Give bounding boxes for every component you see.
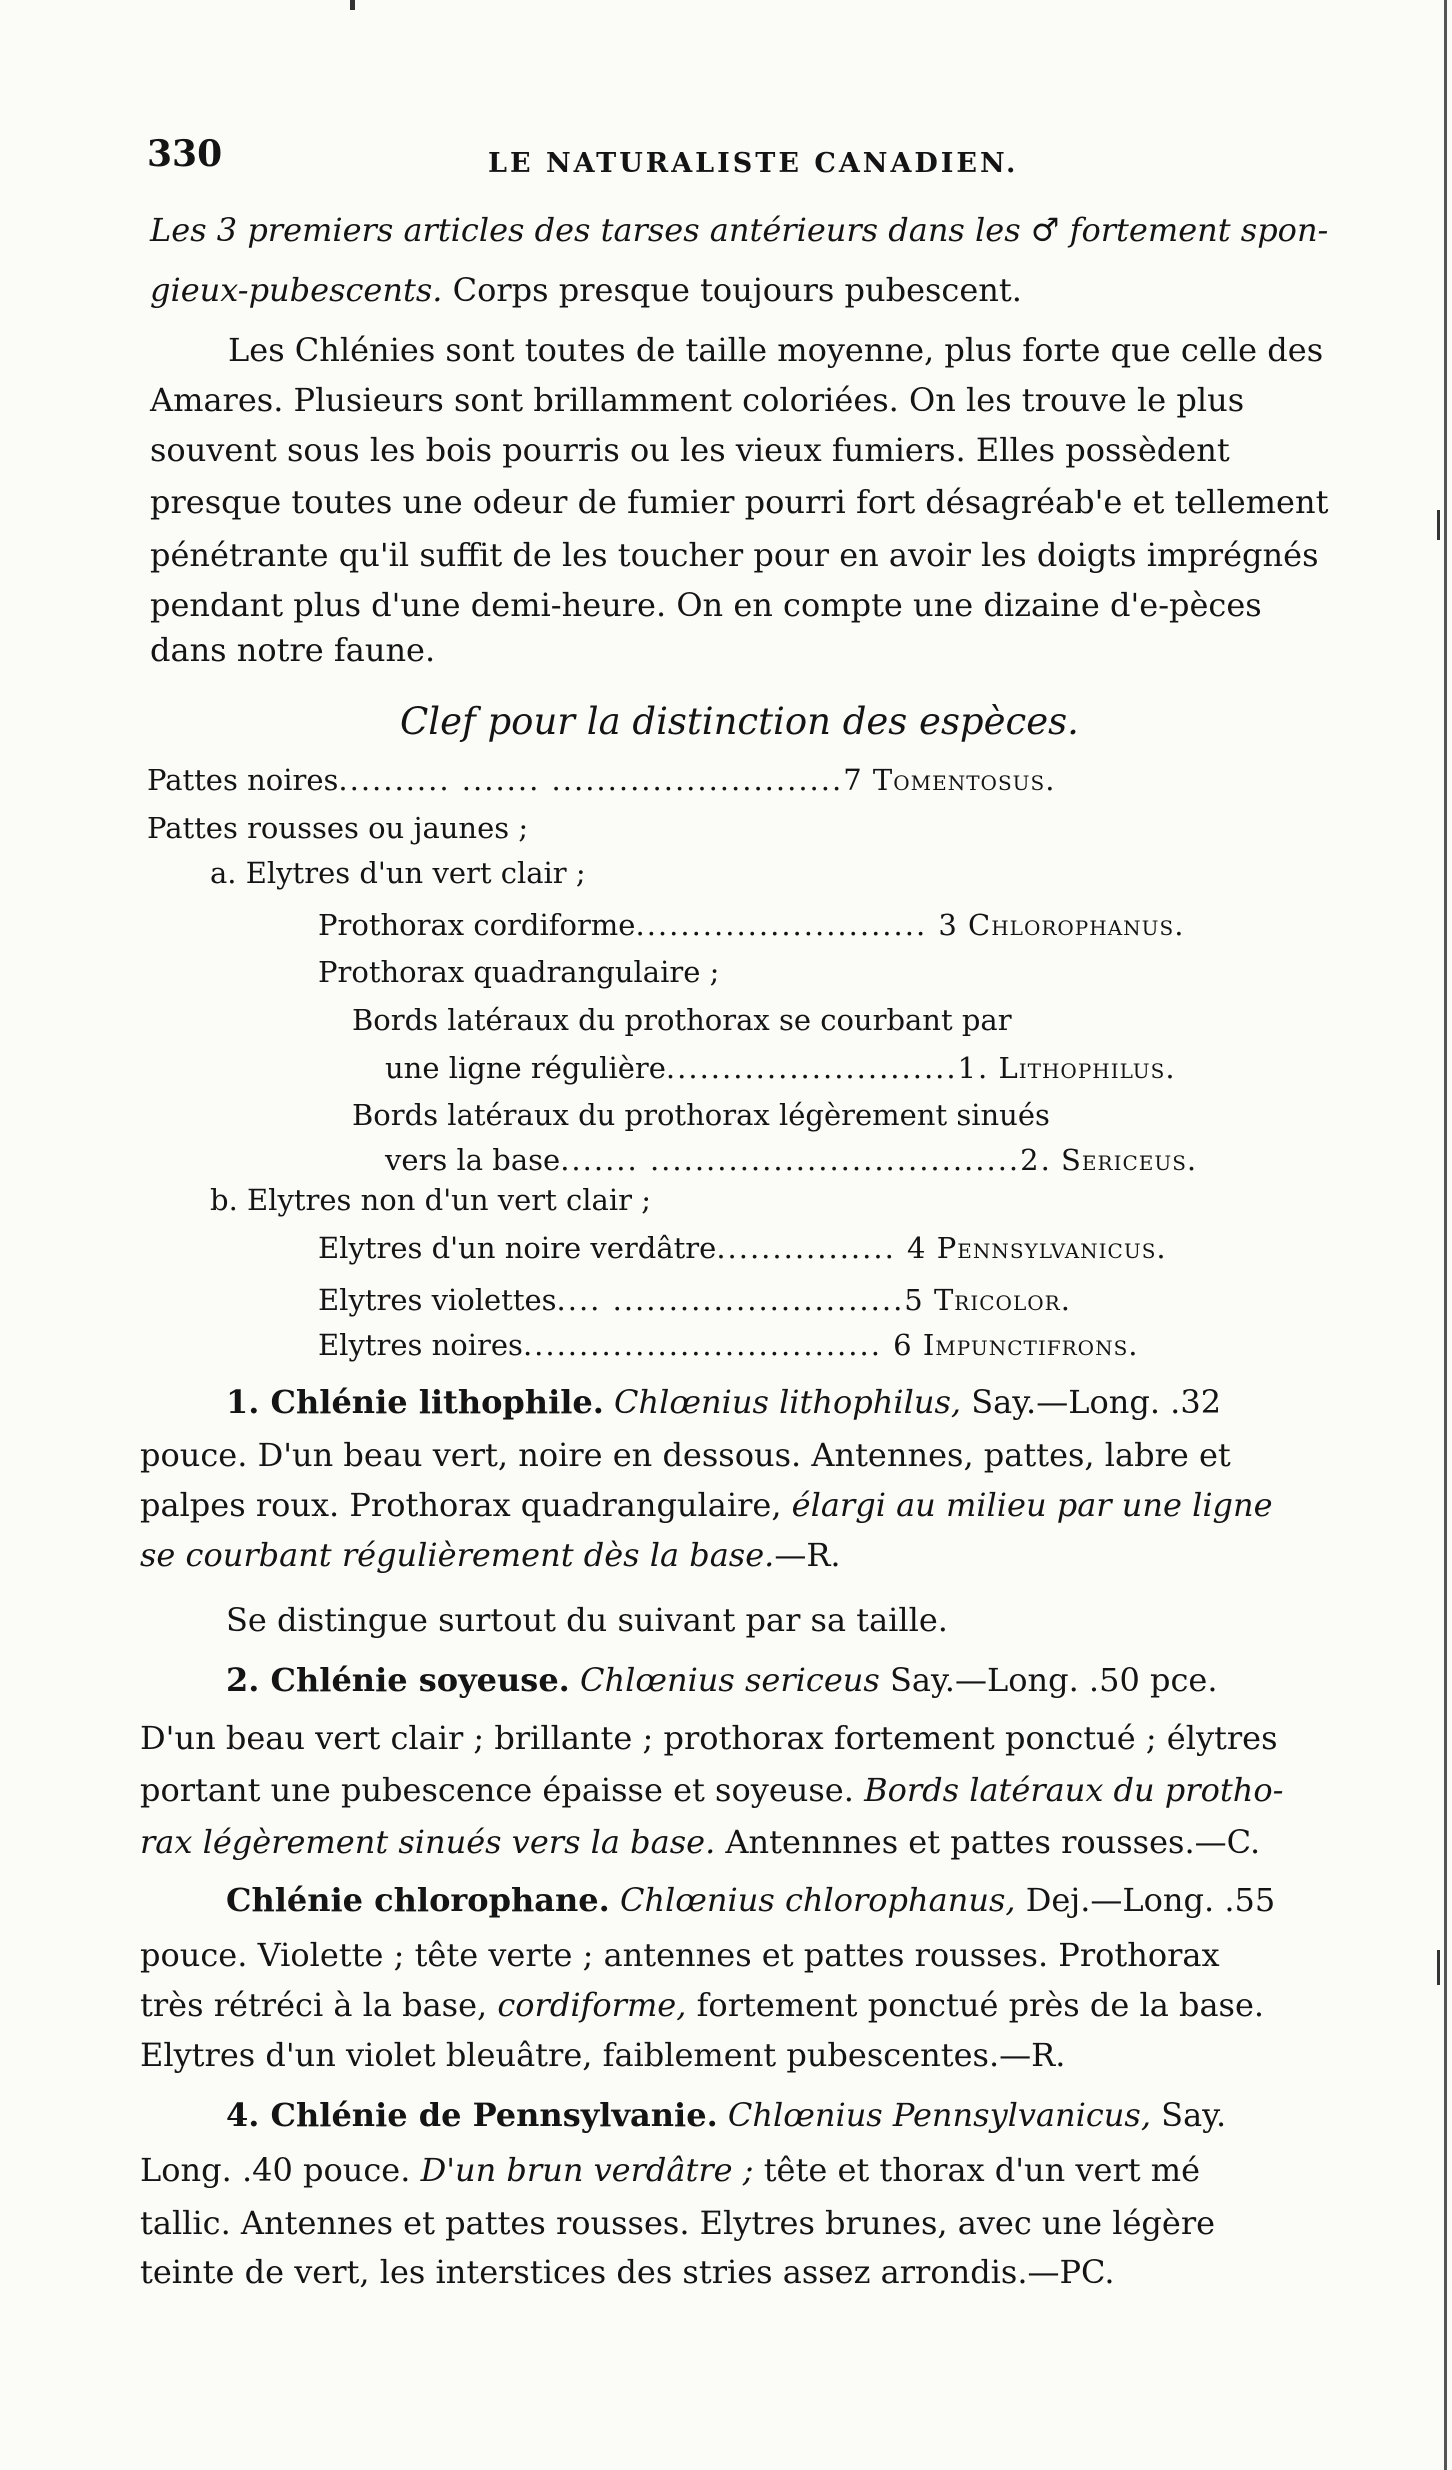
key-result: Tricolor. bbox=[933, 1283, 1071, 1317]
key-text: Elytres noires bbox=[318, 1328, 523, 1362]
species-1-line-3 bbox=[140, 1485, 1273, 1525]
species-1-line-1 bbox=[226, 1382, 1221, 1422]
page-number: 330 bbox=[147, 133, 223, 175]
key-result: Impunctifrons. bbox=[922, 1328, 1139, 1362]
key-row bbox=[147, 760, 1055, 800]
para-line: pénétrante qu'il suffit de les toucher pour en avoir les doigts imprégnés bbox=[150, 536, 1319, 574]
para-line: presque toutes une odeur de fumier pourri fort désagréab'e et tellement bbox=[150, 483, 1329, 521]
species-1-text: palpes roux. Prothorax quadrangulaire, bbox=[140, 1486, 782, 1524]
key-leader: ....... .................................2. bbox=[560, 1143, 1052, 1177]
species-3-line-4: Elytres d'un violet bleuâtre, faiblement pubescentes.—R. bbox=[140, 2036, 1066, 2074]
key-leader: .......................... 3 bbox=[635, 908, 959, 942]
species-3-name: Chlénie chlorophane. bbox=[226, 1881, 610, 1919]
species-1-note: Se distingue surtout du suivant par sa taille. bbox=[226, 1601, 948, 1639]
key-result: Tomentosus. bbox=[872, 763, 1056, 797]
species-3-italic: cordiforme, bbox=[487, 1986, 687, 2024]
key-row bbox=[385, 1140, 1197, 1180]
species-1-name: 1. Chlénie lithophile. bbox=[226, 1383, 604, 1421]
key-result: Sericeus. bbox=[1061, 1143, 1198, 1177]
species-1-rest: Say.—Long. .32 bbox=[961, 1383, 1222, 1421]
species-2-line-3 bbox=[140, 1770, 1283, 1810]
scan-edge-tick bbox=[1437, 1950, 1440, 1985]
key-text: Bords latéraux du prothorax se courbant par bbox=[352, 1003, 1012, 1037]
key-row bbox=[318, 1280, 1071, 1320]
key-leader: .......... ....... ..........................7 bbox=[338, 763, 864, 797]
key-text: vers la base bbox=[385, 1143, 561, 1177]
species-4-text: Long. .40 pouce. bbox=[140, 2151, 411, 2189]
species-1-rarity: —R. bbox=[774, 1536, 841, 1574]
species-3-text: fortement ponctué près de la base. bbox=[686, 1986, 1265, 2024]
key-text: une ligne régulière bbox=[385, 1051, 666, 1085]
species-3-line-2: pouce. Violette ; tête verte ; antennes et pattes rousses. Prothorax bbox=[140, 1936, 1220, 1974]
key-row bbox=[210, 853, 586, 893]
key-result: Lithophilus. bbox=[998, 1051, 1176, 1085]
key-row bbox=[318, 1325, 1139, 1365]
species-4-line-4: teinte de vert, les interstices des stries assez arrondis.—PC. bbox=[140, 2253, 1115, 2291]
species-3-scientific: Chlœnius chlorophanus, bbox=[619, 1881, 1016, 1919]
species-2-rest: Say.—Long. .50 pce. bbox=[879, 1661, 1218, 1699]
key-leader: ..........................1. bbox=[665, 1051, 990, 1085]
key-row bbox=[318, 1228, 1167, 1268]
para-line: Amares. Plusieurs sont brillamment coloriées. On les trouve le plus bbox=[150, 381, 1245, 419]
running-title: LE NATURALISTE CANADIEN. bbox=[488, 148, 1019, 179]
key-text: b. Elytres non d'un vert clair ; bbox=[210, 1183, 651, 1217]
intro-line-1: Les 3 premiers articles des tarses antérieurs dans les ♂ fortement spon- bbox=[150, 211, 1329, 249]
species-4-line-3: tallic. Antennes et pattes rousses. Elytres brunes, avec une légère bbox=[140, 2204, 1216, 2242]
species-4-line-1 bbox=[226, 2095, 1226, 2135]
intro-line-2 bbox=[150, 270, 1022, 310]
scan-edge-line bbox=[1444, 0, 1447, 2470]
species-1-italic: élargi au milieu par une ligne bbox=[781, 1486, 1273, 1524]
scan-edge-tick bbox=[1437, 510, 1440, 540]
key-text: Pattes noires bbox=[147, 763, 339, 797]
species-2-italic: rax légèrement sinués vers la base. bbox=[140, 1823, 716, 1861]
para-line: pendant plus d'une demi-heure. On en compte une dizaine d'e-pèces bbox=[150, 586, 1262, 624]
species-1-italic: se courbant régulièrement dès la base. bbox=[140, 1536, 775, 1574]
para-line: Les Chlénies sont toutes de taille moyenne, plus forte que celle des bbox=[228, 331, 1324, 369]
species-2-line-1 bbox=[226, 1660, 1217, 1700]
species-2-rest: Antennnes et pattes rousses.—C. bbox=[715, 1823, 1261, 1861]
key-text: Prothorax quadrangulaire ; bbox=[318, 955, 720, 989]
species-1-line-2: pouce. D'un beau vert, noire en dessous. Antennes, pattes, labre et bbox=[140, 1436, 1231, 1474]
species-4-name: 4. Chlénie de Pennsylvanie. bbox=[226, 2096, 718, 2134]
species-1-scientific: Chlœnius lithophilus, bbox=[614, 1383, 962, 1421]
key-row bbox=[352, 1000, 1012, 1040]
key-row bbox=[210, 1180, 651, 1220]
species-2-text: portant une pubescence épaisse et soyeuse. bbox=[140, 1771, 854, 1809]
species-4-line-2 bbox=[140, 2150, 1200, 2190]
species-3-line-1 bbox=[226, 1880, 1275, 1920]
key-text: Elytres violettes bbox=[318, 1283, 557, 1317]
para-line: souvent sous les bois pourris ou les vieux fumiers. Elles possèdent bbox=[150, 431, 1230, 469]
key-text: Bords latéraux du prothorax légèrement sinués bbox=[352, 1098, 1050, 1132]
key-text: Elytres d'un noire verdâtre bbox=[318, 1231, 717, 1265]
species-4-scientific: Chlœnius Pennsylvanicus, bbox=[727, 2096, 1151, 2134]
species-2-italic: Bords latéraux du protho- bbox=[853, 1771, 1284, 1809]
key-result: Chlorophanus. bbox=[968, 908, 1185, 942]
key-row bbox=[318, 905, 1184, 945]
intro-italic: gieux-pubescents. bbox=[150, 271, 443, 309]
species-3-rest: Dej.—Long. .55 bbox=[1015, 1881, 1276, 1919]
key-text: Pattes rousses ou jaunes ; bbox=[147, 811, 529, 845]
para-line: dans notre faune. bbox=[150, 631, 436, 669]
species-4-italic: D'un brun verdâtre ; bbox=[410, 2151, 754, 2189]
species-3-line-3 bbox=[140, 1985, 1264, 2025]
key-leader: ................................ 6 bbox=[522, 1328, 914, 1362]
species-3-text: très rétréci à la base, bbox=[140, 1986, 488, 2024]
species-2-line-2: D'un beau vert clair ; brillante ; prothorax fortement ponctué ; élytres bbox=[140, 1719, 1278, 1757]
species-4-rest: Say. bbox=[1151, 2096, 1227, 2134]
key-result: Pennsylvanicus. bbox=[936, 1231, 1167, 1265]
key-row bbox=[147, 808, 528, 848]
species-2-line-4 bbox=[140, 1822, 1260, 1862]
species-2-scientific: Chlœnius sericeus bbox=[579, 1661, 880, 1699]
key-leader: ................ 4 bbox=[716, 1231, 928, 1265]
species-4-text: tête et thorax d'un vert mé bbox=[753, 2151, 1201, 2189]
key-text: Prothorax cordiforme bbox=[318, 908, 636, 942]
key-row bbox=[318, 952, 719, 992]
key-leader: .... ..........................5 bbox=[556, 1283, 925, 1317]
species-1-line-4 bbox=[140, 1535, 841, 1575]
key-row bbox=[352, 1095, 1050, 1135]
key-text: a. Elytres d'un vert clair ; bbox=[210, 856, 586, 890]
key-row bbox=[385, 1048, 1176, 1088]
key-title: Clef pour la distinction des espèces. bbox=[400, 700, 1079, 743]
intro-rest: Corps presque toujours pubescent. bbox=[442, 271, 1022, 309]
scan-mark bbox=[350, 0, 355, 10]
species-2-name: 2. Chlénie soyeuse. bbox=[226, 1661, 570, 1699]
